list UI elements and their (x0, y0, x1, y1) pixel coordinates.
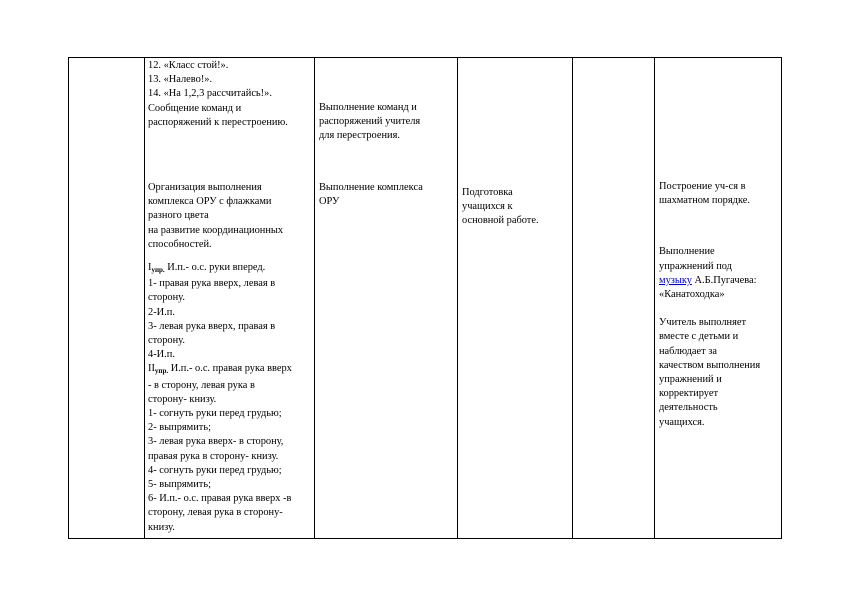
text-line: 4-И.п. (148, 349, 175, 361)
text-line: упражнений и (659, 374, 722, 386)
notes-text (655, 58, 781, 430)
stage-cell (69, 58, 145, 539)
text-line: 1- правая рука вверх, левая в (148, 278, 276, 290)
text-line: сторону. (148, 292, 185, 304)
text-line: Организация выполнения (148, 182, 262, 194)
text-line: 12. «Класс стой!». (148, 60, 229, 71)
text-line: Выполнение (659, 246, 715, 258)
student-commands-block (319, 101, 457, 144)
lesson-plan-table (68, 57, 782, 539)
text-line: 1- согнуть руки перед грудью; (148, 408, 282, 420)
text-line: книзу. (148, 521, 175, 533)
formation-block (659, 180, 781, 208)
text-line: комплекса ОРУ с флажками (148, 196, 272, 208)
text-line: 2-И.п. (148, 306, 175, 318)
exercise-1-heading: $I_{упр.}$ И.п.- о.с. руки вперед. (148, 262, 266, 275)
text-line: распоряжений к перестроению. (148, 116, 288, 128)
text-line: Сообщение команд и (148, 102, 242, 114)
student-oru-block (319, 181, 457, 209)
text-line: сторону, левая рука в сторону- (148, 507, 283, 519)
text-line: 5- выпрямить; (148, 479, 211, 491)
exercise-2-heading: $II_{упр.}$ И.п.- о.с. правая рука вверх (148, 363, 292, 376)
student-activity-text (315, 58, 457, 209)
purpose-cell (458, 58, 573, 539)
text-line: наблюдает за (659, 345, 717, 357)
organization-block (148, 181, 314, 252)
purpose-text (458, 58, 572, 229)
teacher-block (659, 316, 781, 430)
text-line: учащихся к (462, 201, 513, 213)
text-line: 6- И.п.- о.с. правая рука вверх -в (148, 493, 292, 505)
text-line: - в сторону, левая рука в (148, 379, 255, 391)
text-line: Подготовка (462, 187, 513, 198)
table-row (69, 58, 782, 539)
text-line: для перестроения. (319, 130, 400, 142)
text-line: учащихся. (659, 416, 705, 428)
text-line: сторону- книзу. (148, 393, 217, 405)
text-line: 4- согнуть руки перед грудью; (148, 464, 282, 476)
text-line: разного цвета (148, 210, 209, 222)
exercise-block (148, 261, 314, 535)
text-line: корректирует (659, 388, 718, 400)
text-line: 13. «Налево!». (148, 74, 213, 86)
content-cell (145, 58, 315, 539)
text-line: качеством выполнения (659, 359, 761, 371)
empty-cell (573, 58, 655, 539)
text-line: деятельность (659, 402, 718, 414)
text-line: ОРУ (319, 195, 340, 207)
text-line: распоряжений учителя (319, 116, 421, 128)
text-line: 3- левая рука вверх, правая в (148, 320, 276, 332)
notes-cell (655, 58, 782, 539)
text-line: сторону. (148, 335, 185, 347)
text-line: Выполнение комплекса (319, 181, 423, 193)
text-line: на развитие координационных (148, 224, 284, 236)
music-line: музыку А.Б.Пугачева: (659, 274, 757, 286)
text-line: способностей. (148, 238, 212, 250)
commands-block (148, 59, 314, 130)
text-line: Построение уч-ся в (659, 181, 746, 192)
text-line: шахматном порядке. (659, 195, 750, 207)
text-line: Учитель выполняет (659, 317, 747, 329)
music-block (659, 245, 781, 302)
text-line: вместе с детьми и (659, 331, 739, 343)
student-activity-cell (315, 58, 458, 539)
text-line: 14. «На 1,2,3 рассчитайсь!». (148, 88, 272, 100)
text-line: упражнений под (659, 260, 732, 272)
text-line: Выполнение команд и (319, 102, 417, 113)
text-line: основной работе. (462, 215, 539, 227)
text-line: правая рука в сторону- книзу. (148, 450, 279, 462)
text-line: «Канатоходка» (659, 289, 725, 301)
content-text (145, 58, 314, 535)
text-line: 3- левая рука вверх- в сторону, (148, 436, 284, 448)
music-link[interactable]: музыку (659, 274, 692, 286)
text-line: 2- выпрямить; (148, 422, 211, 434)
